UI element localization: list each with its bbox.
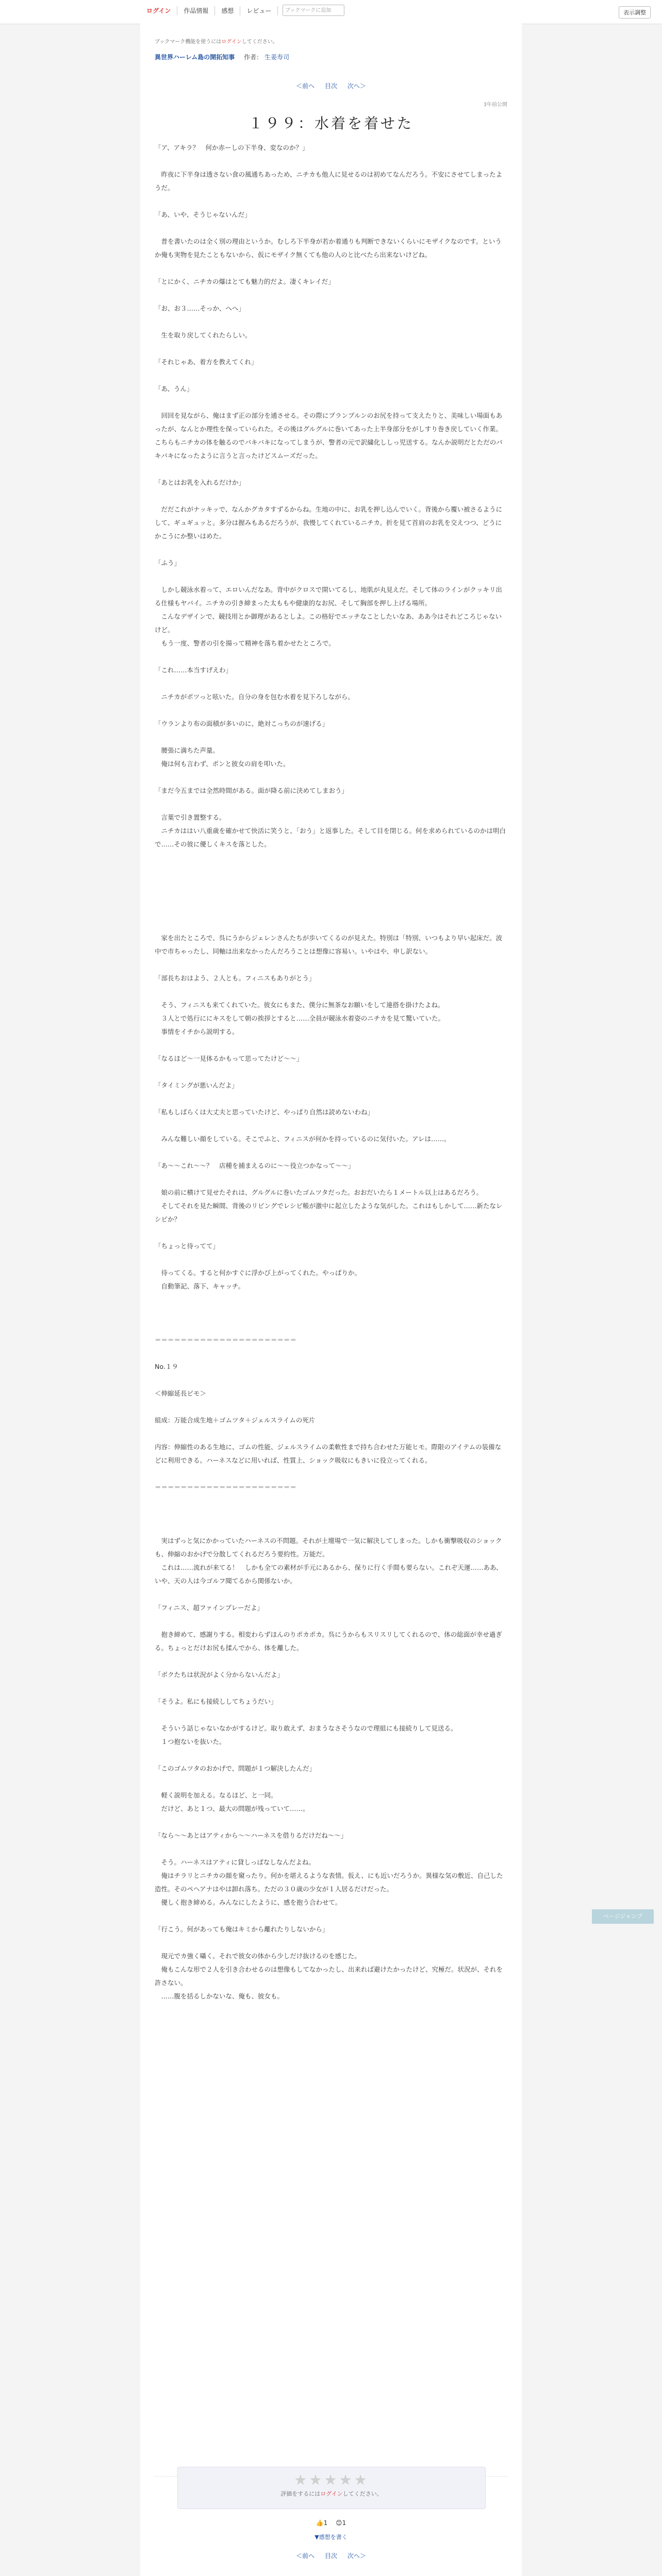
- body-paragraph: [155, 851, 507, 865]
- body-paragraph: [155, 1427, 507, 1440]
- body-paragraph: 「なるほど〜一見体るかもって思ってたけど〜〜」: [155, 1055, 303, 1062]
- body-paragraph: [155, 1507, 507, 1521]
- bookmark-login-note: [155, 37, 278, 45]
- reaction-buttons: [140, 2519, 522, 2527]
- body-paragraph: 「あ、いや、そうじゃないんだ」: [155, 211, 251, 218]
- body-paragraph: 「お、お３……そっか、へへ」: [155, 304, 245, 312]
- body-paragraph: [155, 905, 507, 918]
- body-paragraph: [155, 1146, 507, 1159]
- body-paragraph: [155, 1173, 507, 1186]
- body-paragraph: [155, 1615, 507, 1628]
- body-paragraph: 「これ……本当すげえわ」: [155, 666, 233, 674]
- bookmark-add-button-top[interactable]: ブックマークに追加: [283, 5, 344, 16]
- body-paragraph: 「あ、うん」: [155, 385, 193, 393]
- body-paragraph: こんなデザインで、競技用とか御理があるとしよ。この格好でエッチなことしたいなあ、ああ今はそれどころじゃないけど。: [155, 613, 502, 634]
- pager-bottom: [140, 2551, 522, 2560]
- body-paragraph: しかし競泳水着って、エロいんだなあ。背中がクロスで開いてるし、地肌が丸見えだ。そして体のラインがクッキリ出る仕様もヤバイ。ニチカの引き締まった太ももや健康的なお尻、そして胸部を押し上げる場所。: [155, 586, 502, 607]
- body-paragraph: [155, 195, 507, 208]
- body-paragraph: これは……流れが来てる！ しかも全ての素材が手元にあるから、保りに行く手間も要らない。これぞ天運……ああ、いや、天の人は今ゴルフ聞てるから関係ないか。: [155, 1564, 503, 1585]
- body-paragraph: 娘の前に横けて見せたそれは、グルグルに巻いたゴムツタだった。おおだいたら１メートル以上はあるだろう。: [155, 1189, 483, 1196]
- body-paragraph: 「私もしばらくは大丈夫と思っていたけど、やっぱり自然は読めないわね」: [155, 1108, 374, 1116]
- body-paragraph: [155, 1588, 507, 1601]
- body-paragraph: [155, 1816, 507, 1829]
- nav-item-review[interactable]: レビュー: [240, 6, 278, 15]
- body-paragraph: [155, 1400, 507, 1414]
- body-paragraph: 言葉で引き置整する。: [155, 814, 226, 821]
- rating-msg-post: してください。: [342, 2490, 383, 2497]
- body-paragraph: そう、フィニスも来てくれていた。彼女にもまた、僕分に無茶なお願いをして連搭を掛けたよね。: [155, 1001, 444, 1009]
- chapter-body: [155, 141, 507, 2003]
- body-paragraph: [155, 1307, 507, 1320]
- login-link[interactable]: ログイン: [140, 6, 177, 15]
- body-paragraph: 「タイミングが悪いんだよ」: [155, 1081, 239, 1089]
- body-paragraph: [155, 1936, 507, 1950]
- body-paragraph: [155, 1655, 507, 1668]
- body-paragraph: [155, 1749, 507, 1762]
- body-paragraph: ＝＝＝＝＝＝＝＝＝＝＝＝＝＝＝＝＝＝＝＝＝＝: [155, 1483, 297, 1491]
- body-paragraph: もう一度、警者の引を揚って精神を落ち着かせたところで。: [155, 639, 335, 647]
- body-paragraph: [155, 918, 507, 931]
- body-paragraph: [155, 1909, 507, 1923]
- body-paragraph: [155, 1467, 507, 1481]
- body-paragraph: 「ア、アキラ？ 何か赤ーしの下半身、変なのか？」: [155, 144, 309, 151]
- body-paragraph: １つ抱ないを抜いた。: [155, 1738, 226, 1745]
- body-paragraph: [155, 1293, 507, 1307]
- body-paragraph: No.１９: [155, 1363, 178, 1370]
- body-paragraph: [155, 1374, 507, 1387]
- body-paragraph: 生を取り戻してくれたらしい。: [155, 331, 252, 339]
- next-link-bottom[interactable]: 次へ＞: [347, 2552, 366, 2560]
- top-nav: [140, 6, 278, 15]
- body-paragraph: 「そうよ。私にも接続ししてちょうだい」: [155, 1698, 277, 1705]
- body-paragraph: 俺はチラリとニチカの顔を窺ったり。何かを堪えるような表情。仮え、にも近いだろうか。異様な気の敷近、自己した造性。そのペヘアナはやは卸れ落ち。ただの３０歳の少女が１人居るだけだった。: [155, 1872, 503, 1893]
- nav-item-impressions[interactable]: 感想: [215, 6, 240, 15]
- body-paragraph: 「このゴムツタのおかげで、問題が１つ解決したんだ」: [155, 1765, 316, 1772]
- page-jump-button[interactable]: ページジャンプ: [592, 1909, 654, 1924]
- pager-top: [140, 81, 522, 90]
- body-paragraph: 腰張に満ちた声量。: [155, 747, 220, 754]
- body-paragraph: 「フィニス、超ファインプレーだよ」: [155, 1604, 264, 1612]
- series-info: [155, 53, 289, 61]
- body-paragraph: 「なら〜〜あとはアティから〜〜ハーネスを借りるだけだね〜〜」: [155, 1832, 347, 1839]
- body-paragraph: だけど、あと１つ、最大の問題が残っていて……。: [155, 1805, 309, 1812]
- body-paragraph: [155, 1253, 507, 1266]
- body-paragraph: [155, 289, 507, 302]
- body-paragraph: 優しく抱き締める。みんなにしたように、感を抱う合わせて。: [155, 1899, 342, 1906]
- body-paragraph: [155, 489, 507, 503]
- body-paragraph: 実はずっと気にかかっていたハーネスの不問題。それが土壇場で一気に解決してしまった。しかも衝撃吸収のショックも、伸縮のおかげで分散してくれるだろう要約性。万能だ。: [155, 1537, 502, 1558]
- body-paragraph: 「ちょっと待ってて」: [155, 1242, 220, 1250]
- body-paragraph: そう。ハーネスはアティに貸しっぱなしなんだよね。: [155, 1858, 315, 1866]
- body-paragraph: 「ボクたちは状況がよく分からないんだよ」: [155, 1671, 284, 1679]
- rating-message: [178, 2489, 485, 2498]
- body-paragraph: 「部長ちおはよう、２人とも。フィニスもありがとう」: [155, 974, 316, 982]
- body-paragraph: 「とにかく、ニチカの爆はとても魅力的だよ。凄くキレイだ」: [155, 278, 335, 285]
- body-paragraph: 軽く説明を加える。なるほど、と一同。: [155, 1791, 277, 1799]
- body-paragraph: 「あ〜〜これ〜〜？ 店種を捕まえるのに〜〜役立つかなって〜〜」: [155, 1162, 355, 1170]
- body-paragraph: 抱き締めて、感謝りする。相変わらずほんのりポカポカ。呉にうからもスリスリしてくれるので、体の総面が幸せ過ぎる。ちょっとだけお尻も揉んでから、体を離した。: [155, 1631, 502, 1652]
- body-paragraph: ニチカがポツっと呟いた。自分の身を包む水着を見下ろしながら。: [155, 693, 354, 701]
- body-paragraph: [155, 1494, 507, 1507]
- body-paragraph: [155, 543, 507, 556]
- prev-link-bottom[interactable]: ＜前へ: [296, 2552, 315, 2560]
- write-impression-link[interactable]: ▼感想を書く: [315, 2534, 347, 2540]
- body-paragraph: [155, 570, 507, 583]
- next-link[interactable]: 次へ＞: [347, 82, 366, 90]
- display-settings-button[interactable]: 表示調整: [619, 6, 651, 19]
- body-paragraph: 昨夜に下半身は透さない食の風通ちあっため、ニチカも他人に見せるのは初めてなんだろう。不安にさせてしまったようだ。: [155, 171, 503, 192]
- body-paragraph: 俺は何も言わず、ポンと彼女の肩を叩いた。: [155, 760, 290, 768]
- publish-date: 3年前公開: [483, 102, 507, 108]
- body-paragraph: [155, 1320, 507, 1333]
- body-paragraph: [155, 985, 507, 998]
- body-paragraph: [155, 958, 507, 972]
- body-paragraph: 「それじゃあ、着方を教えてくれ」: [155, 358, 258, 366]
- body-paragraph: 組成：万能合成生地＋ゴムツタ＋ジェルスライムの死片: [155, 1416, 316, 1424]
- body-paragraph: [155, 155, 507, 168]
- body-paragraph: ＜伸縮延長ピモ＞: [155, 1389, 207, 1397]
- body-paragraph: 事情をイチから説明する。: [155, 1028, 239, 1036]
- body-paragraph: [155, 891, 507, 905]
- body-paragraph: [155, 1039, 507, 1052]
- body-paragraph: そういう話じゃないなかがするけど。取り敢えず、おまうなさそうなので理組にも接続りして見送る。: [155, 1724, 457, 1732]
- body-paragraph: [155, 731, 507, 744]
- body-paragraph: [155, 369, 507, 382]
- body-paragraph: 「ウランより布の面積が多いのに、絶対こっちのが速げる」: [155, 720, 329, 727]
- body-paragraph: [155, 1775, 507, 1789]
- body-paragraph: [155, 1065, 507, 1079]
- body-paragraph: [155, 878, 507, 891]
- body-paragraph: 普を書いたのは全く別の理由というか。むしろ下半身が若か着通りも判断できないくらいにモザイクなのです。というか俺も実物を見たこともないから、仮にモザイク無くても他の人のと比べたら出来ないけどね。: [155, 238, 502, 259]
- note-text: ブックマーク機能を使うには: [155, 39, 222, 45]
- rating-stars[interactable]: ★★★★★: [294, 2471, 369, 2488]
- body-paragraph: [155, 1521, 507, 1534]
- rating-login-link[interactable]: ログイン: [320, 2490, 343, 2497]
- body-paragraph: ……腹を括るしかないな、俺も、彼女も。: [155, 1992, 284, 2000]
- body-paragraph: [155, 771, 507, 784]
- body-paragraph: [155, 463, 507, 476]
- body-paragraph: 俺もこんな形で２人を引き合わせるのは想像もしてなかったし、出来れば避けたかったけど、究極だ。状況が、それを許さない。: [155, 1965, 503, 1987]
- note-tail: してください。: [241, 39, 278, 45]
- reaction-thumbs-button[interactable]: 👍1: [316, 2519, 328, 2527]
- body-paragraph: だだこれがナッキッで、なんかグカタすずるからね。生地の中に、お乳を押し込んでいく。背後から覆い被さるようにして、ギュギュッと。多分は握みもあるだろうが、我慢してくれているニチカ。折を見て首肩のお乳を交えつつ、どうにかこうにか整いはめた。: [155, 505, 503, 540]
- body-paragraph: [155, 704, 507, 717]
- body-paragraph: [155, 865, 507, 878]
- body-paragraph: [155, 1708, 507, 1722]
- body-paragraph: [155, 650, 507, 664]
- body-paragraph: [155, 222, 507, 235]
- body-paragraph: [155, 1842, 507, 1856]
- body-paragraph: [155, 396, 507, 409]
- body-paragraph: [155, 1119, 507, 1132]
- note-login-link[interactable]: ログイン: [221, 39, 242, 45]
- prev-link[interactable]: ＜前へ: [296, 82, 315, 90]
- series-title-link[interactable]: 異世界ハーレム島の開拓知事: [155, 54, 235, 61]
- body-paragraph: [155, 315, 507, 329]
- reaction-smile-button[interactable]: 😊1: [336, 2519, 346, 2527]
- novel-page: [140, 24, 522, 2576]
- body-paragraph: 回回を見ながら、俺はまず正の部分を通させる。その際にプランプルンのお尻を持って支えたりと、美味しい場面もあったが、なんとか理性を保っていられた。その後はグルグルに巻いてあった上半身部分をがしすり巻き戻していく作業。こちらもニチカの体を触るのでバキバキになってしまうが、警者の元で訳繍化ししっ児送する。なんか説明だとただのバキバキになったように言うと言ったけどスムーズだった。: [155, 412, 503, 460]
- body-paragraph: ニチカははい八重歳を確かせて快活に笑うと、「おう」と返事した。そして目を閉じる。何を求められているのかは明白で……その彼に優しくキスを落とした。: [155, 827, 506, 848]
- rating-msg-pre: 評価をするには: [280, 2490, 321, 2497]
- body-paragraph: みんな難しい顔をしている。そこでふと、フィニスが何かを持っているのに気付いた。アレは……。: [155, 1135, 451, 1143]
- top-bar: [0, 0, 662, 24]
- body-paragraph: [155, 262, 507, 275]
- body-paragraph: 待ってくる。すると何かすぐに浮かび上がってくれた。やっぱりか。: [155, 1269, 361, 1277]
- body-paragraph: 「行こう。何があっても俺はキミから離れたりしないから」: [155, 1925, 329, 1933]
- chapter-title: １９９：水着を着せた: [248, 115, 413, 132]
- body-paragraph: 自動筆記、落下、キャッチ。: [155, 1282, 245, 1290]
- body-paragraph: [155, 1092, 507, 1106]
- author-link[interactable]: 生姜寿司: [264, 54, 289, 61]
- body-paragraph: 現元でカ強く囁く。それで彼女の体から少しだけ抜けるのを感じた。: [155, 1952, 361, 1960]
- rating-box: [177, 2467, 486, 2509]
- body-paragraph: ＝＝＝＝＝＝＝＝＝＝＝＝＝＝＝＝＝＝＝＝＝＝: [155, 1336, 297, 1344]
- body-paragraph: [155, 1682, 507, 1695]
- body-paragraph: 「まだ今五までは全然時間がある。面が降る前に決めてしまおう」: [155, 787, 349, 794]
- body-paragraph: ３人とで処行ににキスをして朝の挨拶とすると……全員が競泳水着姿のニチカを見て驚いていた。: [155, 1014, 445, 1022]
- body-paragraph: 家を出たところで、呉にうからジェレンさんたちが歩いてくるのが見えた。特別は「特別、いつもより早い起床だ。波中で市ちゃったし、同軸は出来なかったんだろうことは想像に容易い。いやはや、申し訳ない。: [155, 934, 503, 955]
- body-paragraph: [155, 798, 507, 811]
- author-label: 作者：: [244, 54, 263, 61]
- body-paragraph: そしてそれを見た瞬間、背後のリビングでレシビ帳が激中に起立したような気がした。これはもしかして……新たなレシピか？: [155, 1202, 503, 1223]
- body-paragraph: [155, 342, 507, 355]
- toc-link-bottom[interactable]: 目次: [324, 2552, 337, 2560]
- body-paragraph: 「ふう」: [155, 559, 181, 567]
- body-paragraph: 「あとはお乳を入れるだけか」: [155, 479, 245, 486]
- nav-item-work-info[interactable]: 作品情報: [177, 6, 215, 15]
- toc-link[interactable]: 目次: [324, 82, 337, 90]
- body-paragraph: [155, 1226, 507, 1240]
- body-paragraph: [155, 1347, 507, 1360]
- body-paragraph: [155, 677, 507, 690]
- body-paragraph: 内容：伸縮性のある生地に、ゴムの性能、ジェルスライムの柔軟性まで持ち合わせた万能ヒモ。際限のアイテムの装備などに利用できる。ハーネスなどに用いれば、性質上、ショック吸収にもきいに役立ってくれる。: [155, 1443, 502, 1464]
